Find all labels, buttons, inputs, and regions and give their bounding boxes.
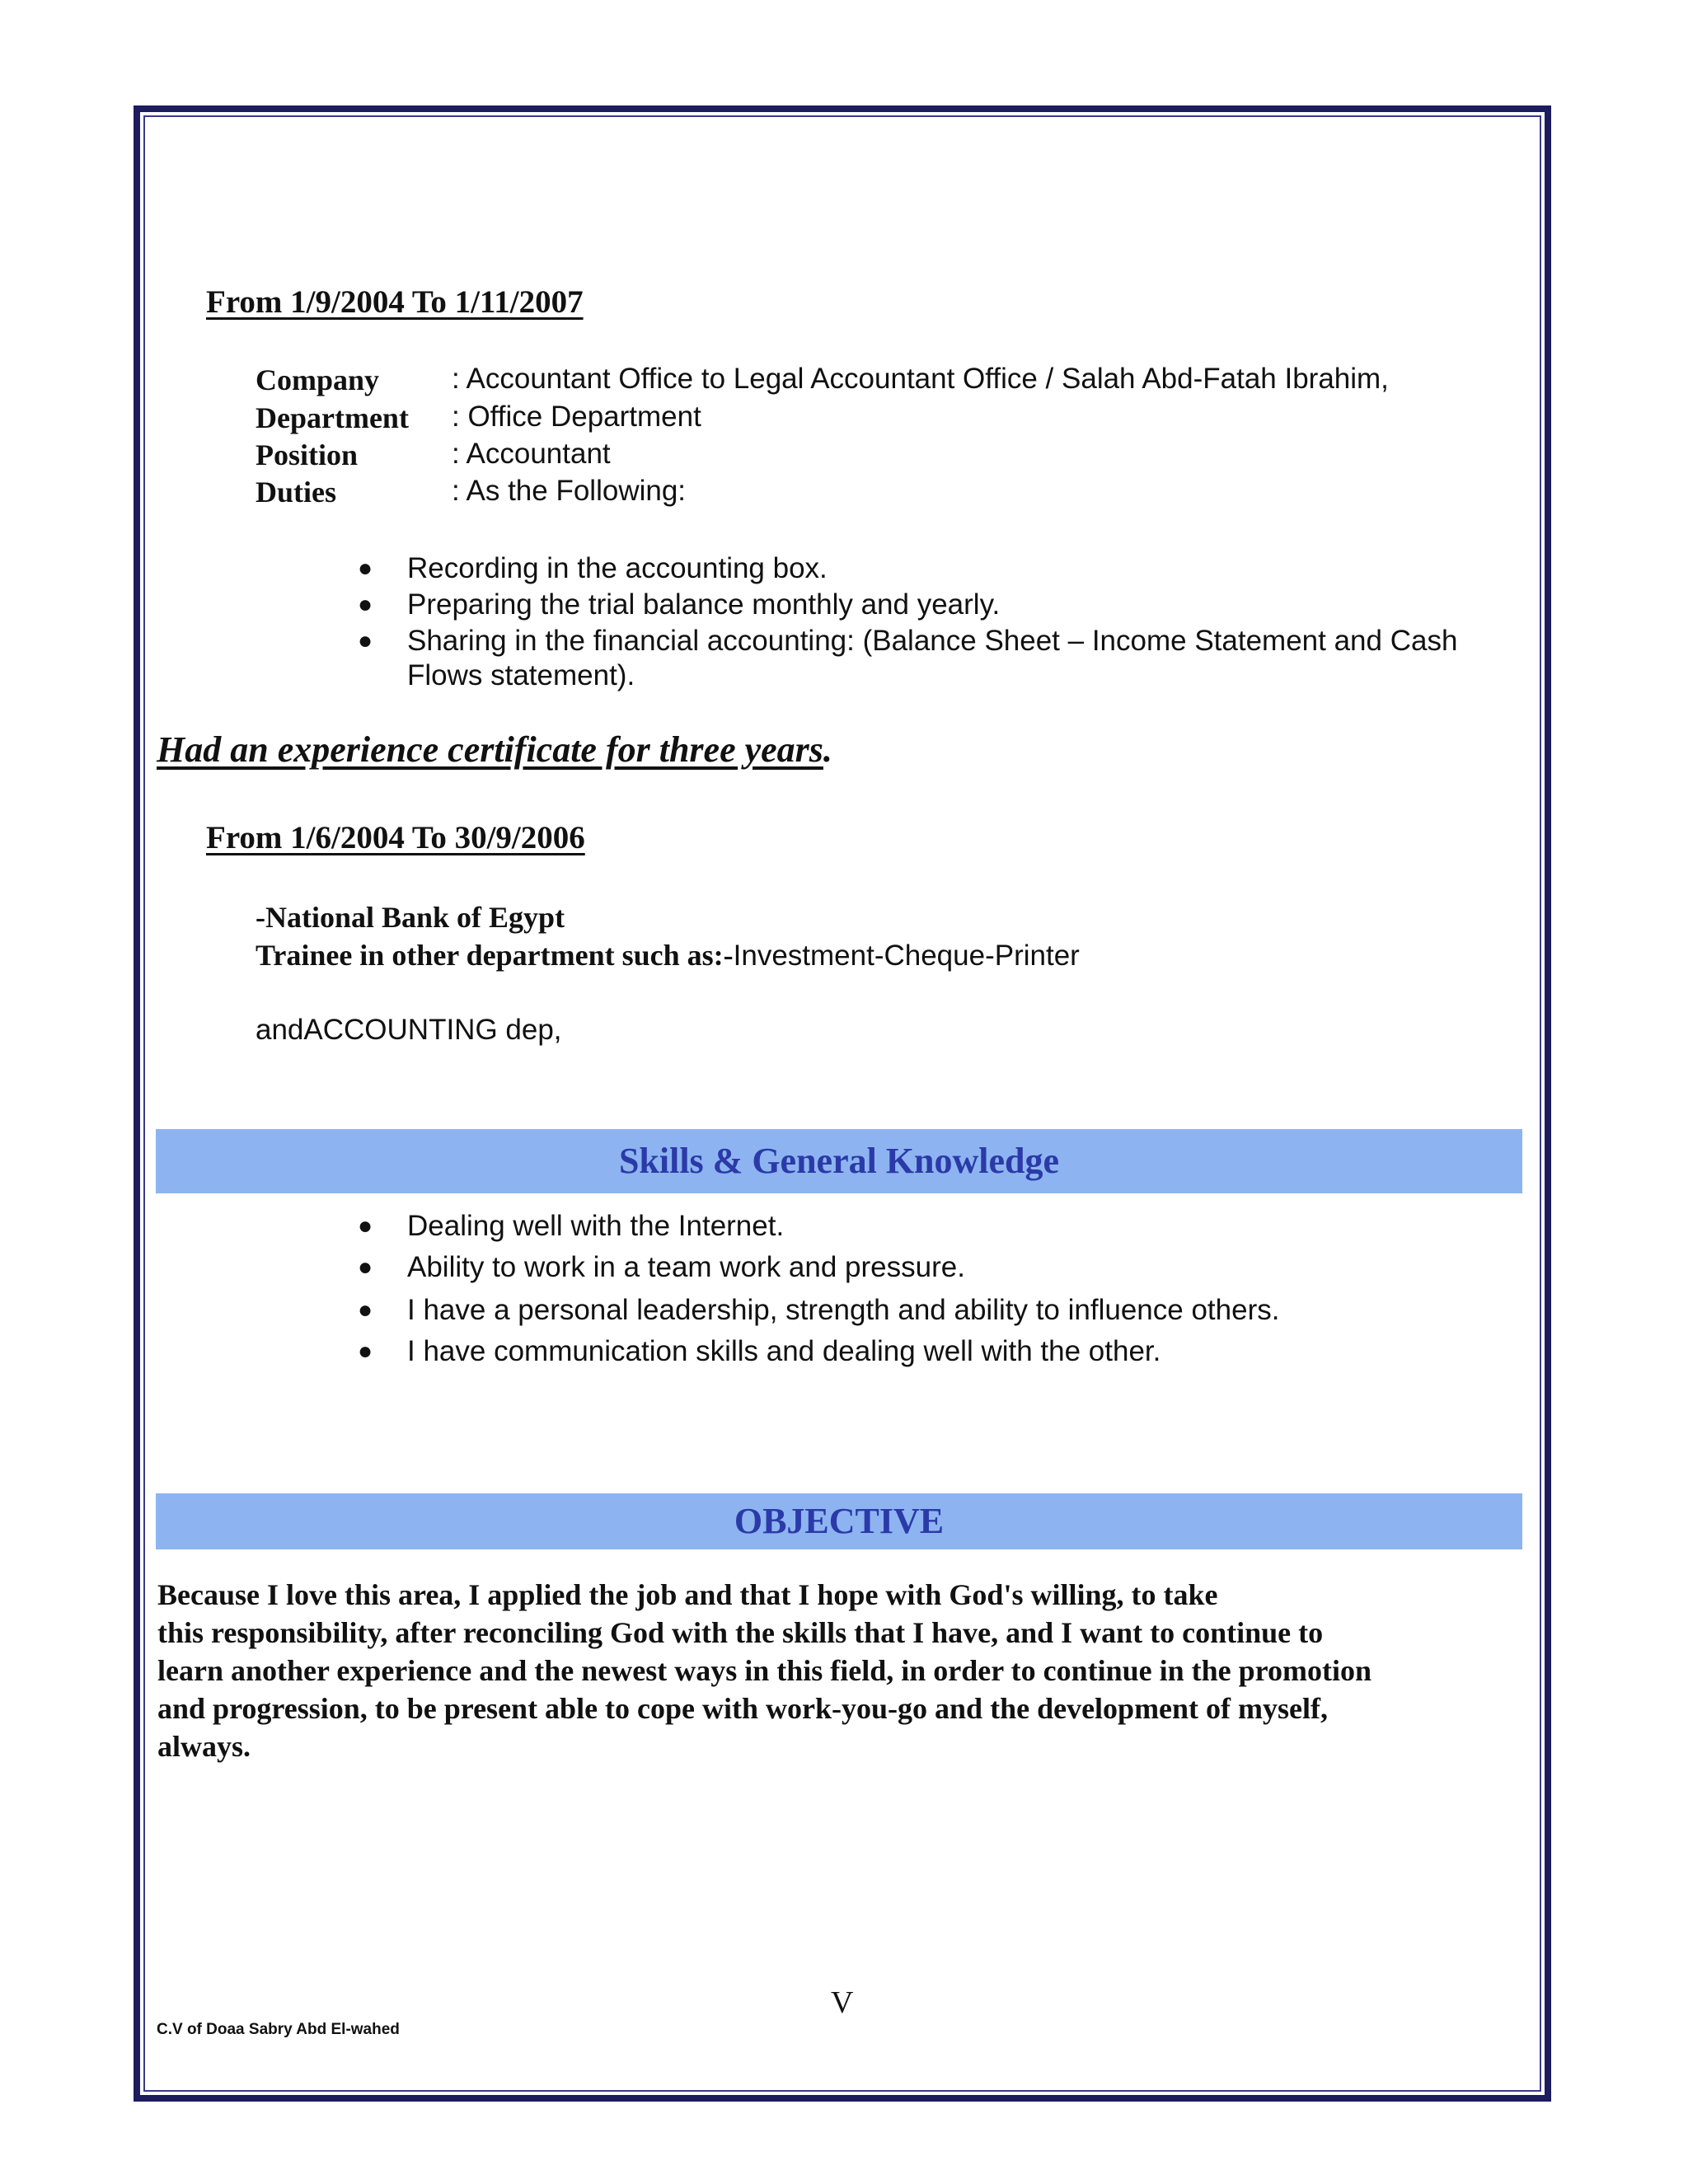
- list-item: ● Dealing well with the Internet.: [358, 1208, 1279, 1244]
- page-number: V: [831, 1985, 854, 2020]
- job2-company: -National Bank of Egypt: [256, 901, 565, 934]
- skills-list: [358, 1208, 1279, 1370]
- bullet-icon: ●: [358, 591, 373, 618]
- list-item: ● I have a personal leadership, strength and ability to influence others.: [358, 1292, 1279, 1329]
- list-item: ● Sharing in the financial accounting: (Balance Sheet – Income Statement and Cash: [358, 623, 1457, 659]
- bullet-icon: ●: [358, 555, 373, 582]
- department-label: Department: [256, 401, 409, 434]
- objective-paragraph: Because I love this area, I applied the job and that I hope with God's willing, to take this responsibility, after reconciling God with the skills that I have, and I want to continue to learn another experience and the newest ways in this field, in order to continue in the promotion and progression, to be present able to cope with work-you-go and the development of myself, always.: [157, 1578, 1372, 1763]
- bullet-icon: ●: [358, 1212, 373, 1240]
- company-label: Company: [256, 363, 380, 396]
- company-value: : Accountant Office to Legal Accountant Office / Salah Abd-Fatah Ibrahim,: [452, 363, 1389, 395]
- list-item: ● Ability to work in a team work and pressure.: [358, 1249, 1279, 1286]
- duties-value: : As the Following:: [452, 475, 687, 507]
- objective-heading: OBJECTIVE: [156, 1493, 1522, 1549]
- list-item: ● I have communication skills and dealing well with the other.: [358, 1333, 1279, 1370]
- job1-period: From 1/9/2004 To 1/11/2007: [206, 284, 584, 320]
- job2-extra: andACCOUNTING dep,: [256, 1014, 562, 1046]
- footer-cv-name: C.V of Doaa Sabry Abd El-wahed: [157, 2021, 400, 2038]
- department-value: : Office Department: [452, 401, 701, 433]
- bullet-icon: ●: [358, 1254, 373, 1281]
- duties-list: [358, 551, 1457, 692]
- list-item-continuation: Flows statement).: [407, 659, 635, 691]
- list-item: ● Preparing the trial balance monthly and yearly.: [358, 587, 1457, 623]
- job2-trainee: Trainee in other department such as:-Investment-Cheque-Printer: [256, 939, 1080, 972]
- bullet-icon: ●: [358, 1338, 373, 1365]
- duties-label: Duties: [256, 476, 336, 509]
- position-value: : Accountant: [452, 438, 611, 470]
- bullet-icon: ●: [358, 1296, 373, 1324]
- position-label: Position: [256, 438, 359, 471]
- bullet-icon: ●: [358, 627, 373, 654]
- skills-heading: Skills & General Knowledge: [156, 1129, 1522, 1193]
- experience-certificate: Had an experience certificate for three years.: [157, 729, 832, 770]
- job2-period: From 1/6/2004 To 30/9/2006: [206, 820, 585, 855]
- list-item: ● Recording in the accounting box.: [358, 551, 1457, 587]
